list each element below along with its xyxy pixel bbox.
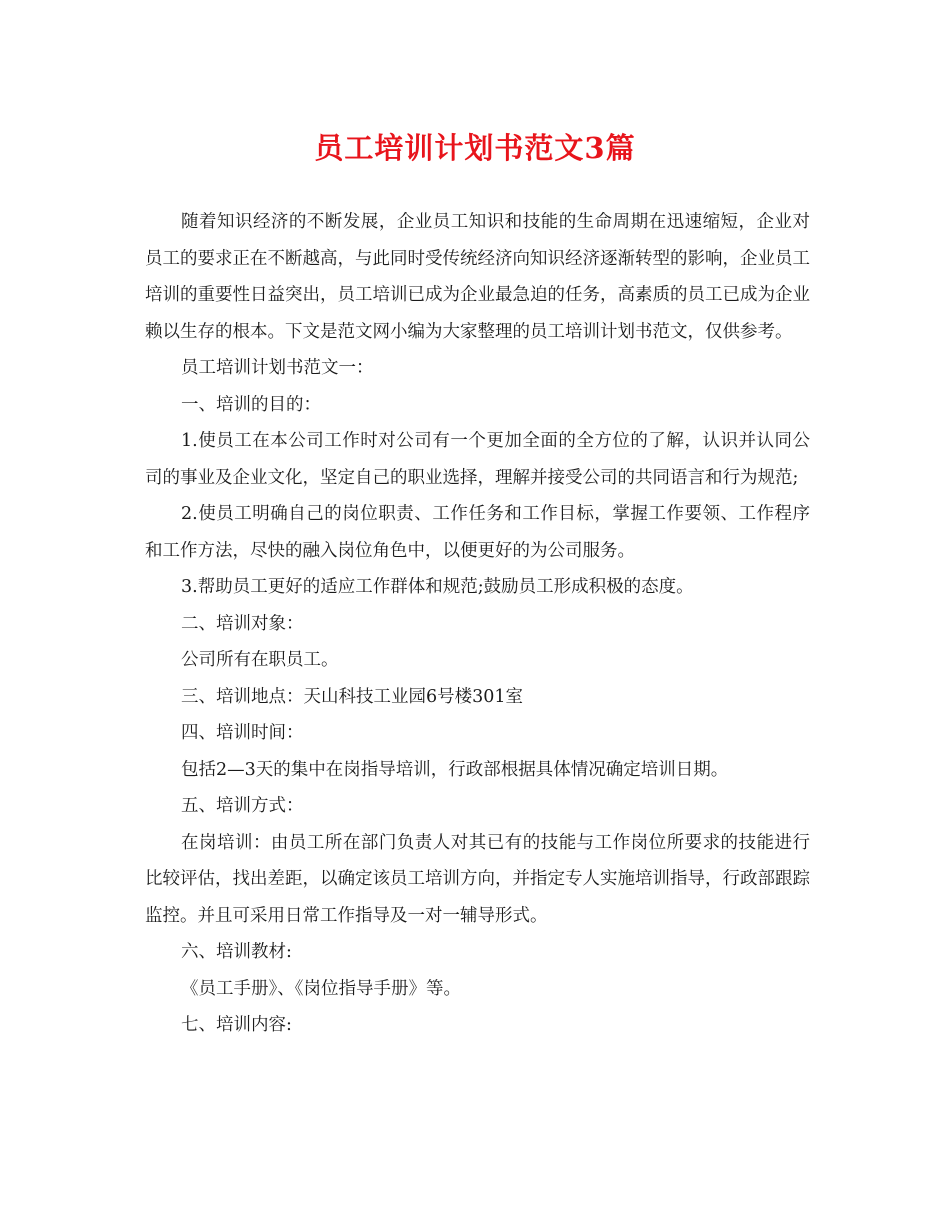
document-body [145, 204, 810, 1044]
paragraph-target: 公司所有在职员工。 [181, 650, 339, 670]
paragraph-heading-method: 五、培训方式： [181, 796, 304, 816]
paragraph-purpose-3: 3.帮助员工更好的适应工作群体和规范;鼓励员工形成积极的态度。 [181, 577, 694, 597]
paragraph-materials: 《员工手册》、《岗位指导手册》等。 [181, 978, 461, 999]
paragraph-heading-purpose: 一、培训的目的： [181, 394, 321, 415]
paragraph-time: 包括2—3天的集中在岗指导培训，行政部根据具体情况确定培训日期。 [181, 759, 729, 780]
paragraph-purpose-1: 1.使员工在本公司工作时对公司有一个更加全面的全方位的了解，认识并认同公司的事业及企业文化，坚定自己的职业选择，理解并接受公司的共同语言和行为规范; [145, 431, 810, 488]
paragraph-intro: 随着知识经济的不断发展，企业员工知识和技能的生命周期在迅速缩短，企业对员工的要求正在不断越高，与此同时受传统经济向知识经济逐渐转型的影响，企业员工培训的重要性日益突出，员工培训已成为企业最急迫的任务，高素质的员工已成为企业赖以生存的根本。下文是范文网小编为大家整理的员工培训计划书范文，仅供参考。 [145, 212, 810, 342]
paragraph-heading-target: 二、培训对象： [181, 613, 304, 634]
paragraph-purpose-2: 2.使员工明确自己的岗位职责、工作任务和工作目标，掌握工作要领、工作程序和工作方法，尽快的融入岗位角色中，以便更好的为公司服务。 [145, 504, 810, 561]
paragraph-location: 三、培训地点：天山科技工业园6号楼301室 [181, 686, 524, 707]
paragraph-method: 在岗培训：由员工所在部门负责人对其已有的技能与工作岗位所要求的技能进行比较评估，找出差距，以确定该员工培训方向，并指定专人实施培训指导，行政部跟踪监控。并且可采用日常工作指导及一对一辅导形式。 [145, 832, 810, 926]
paragraph-section-heading: 员工培训计划书范文一： [181, 358, 374, 378]
paragraph-heading-materials: 六、培训教材: [181, 942, 292, 962]
document-title: 员工培训计划书范文3篇 [314, 131, 636, 165]
paragraph-heading-content: 七、培训内容: [181, 1015, 292, 1035]
paragraph-heading-time: 四、培训时间： [181, 723, 304, 743]
